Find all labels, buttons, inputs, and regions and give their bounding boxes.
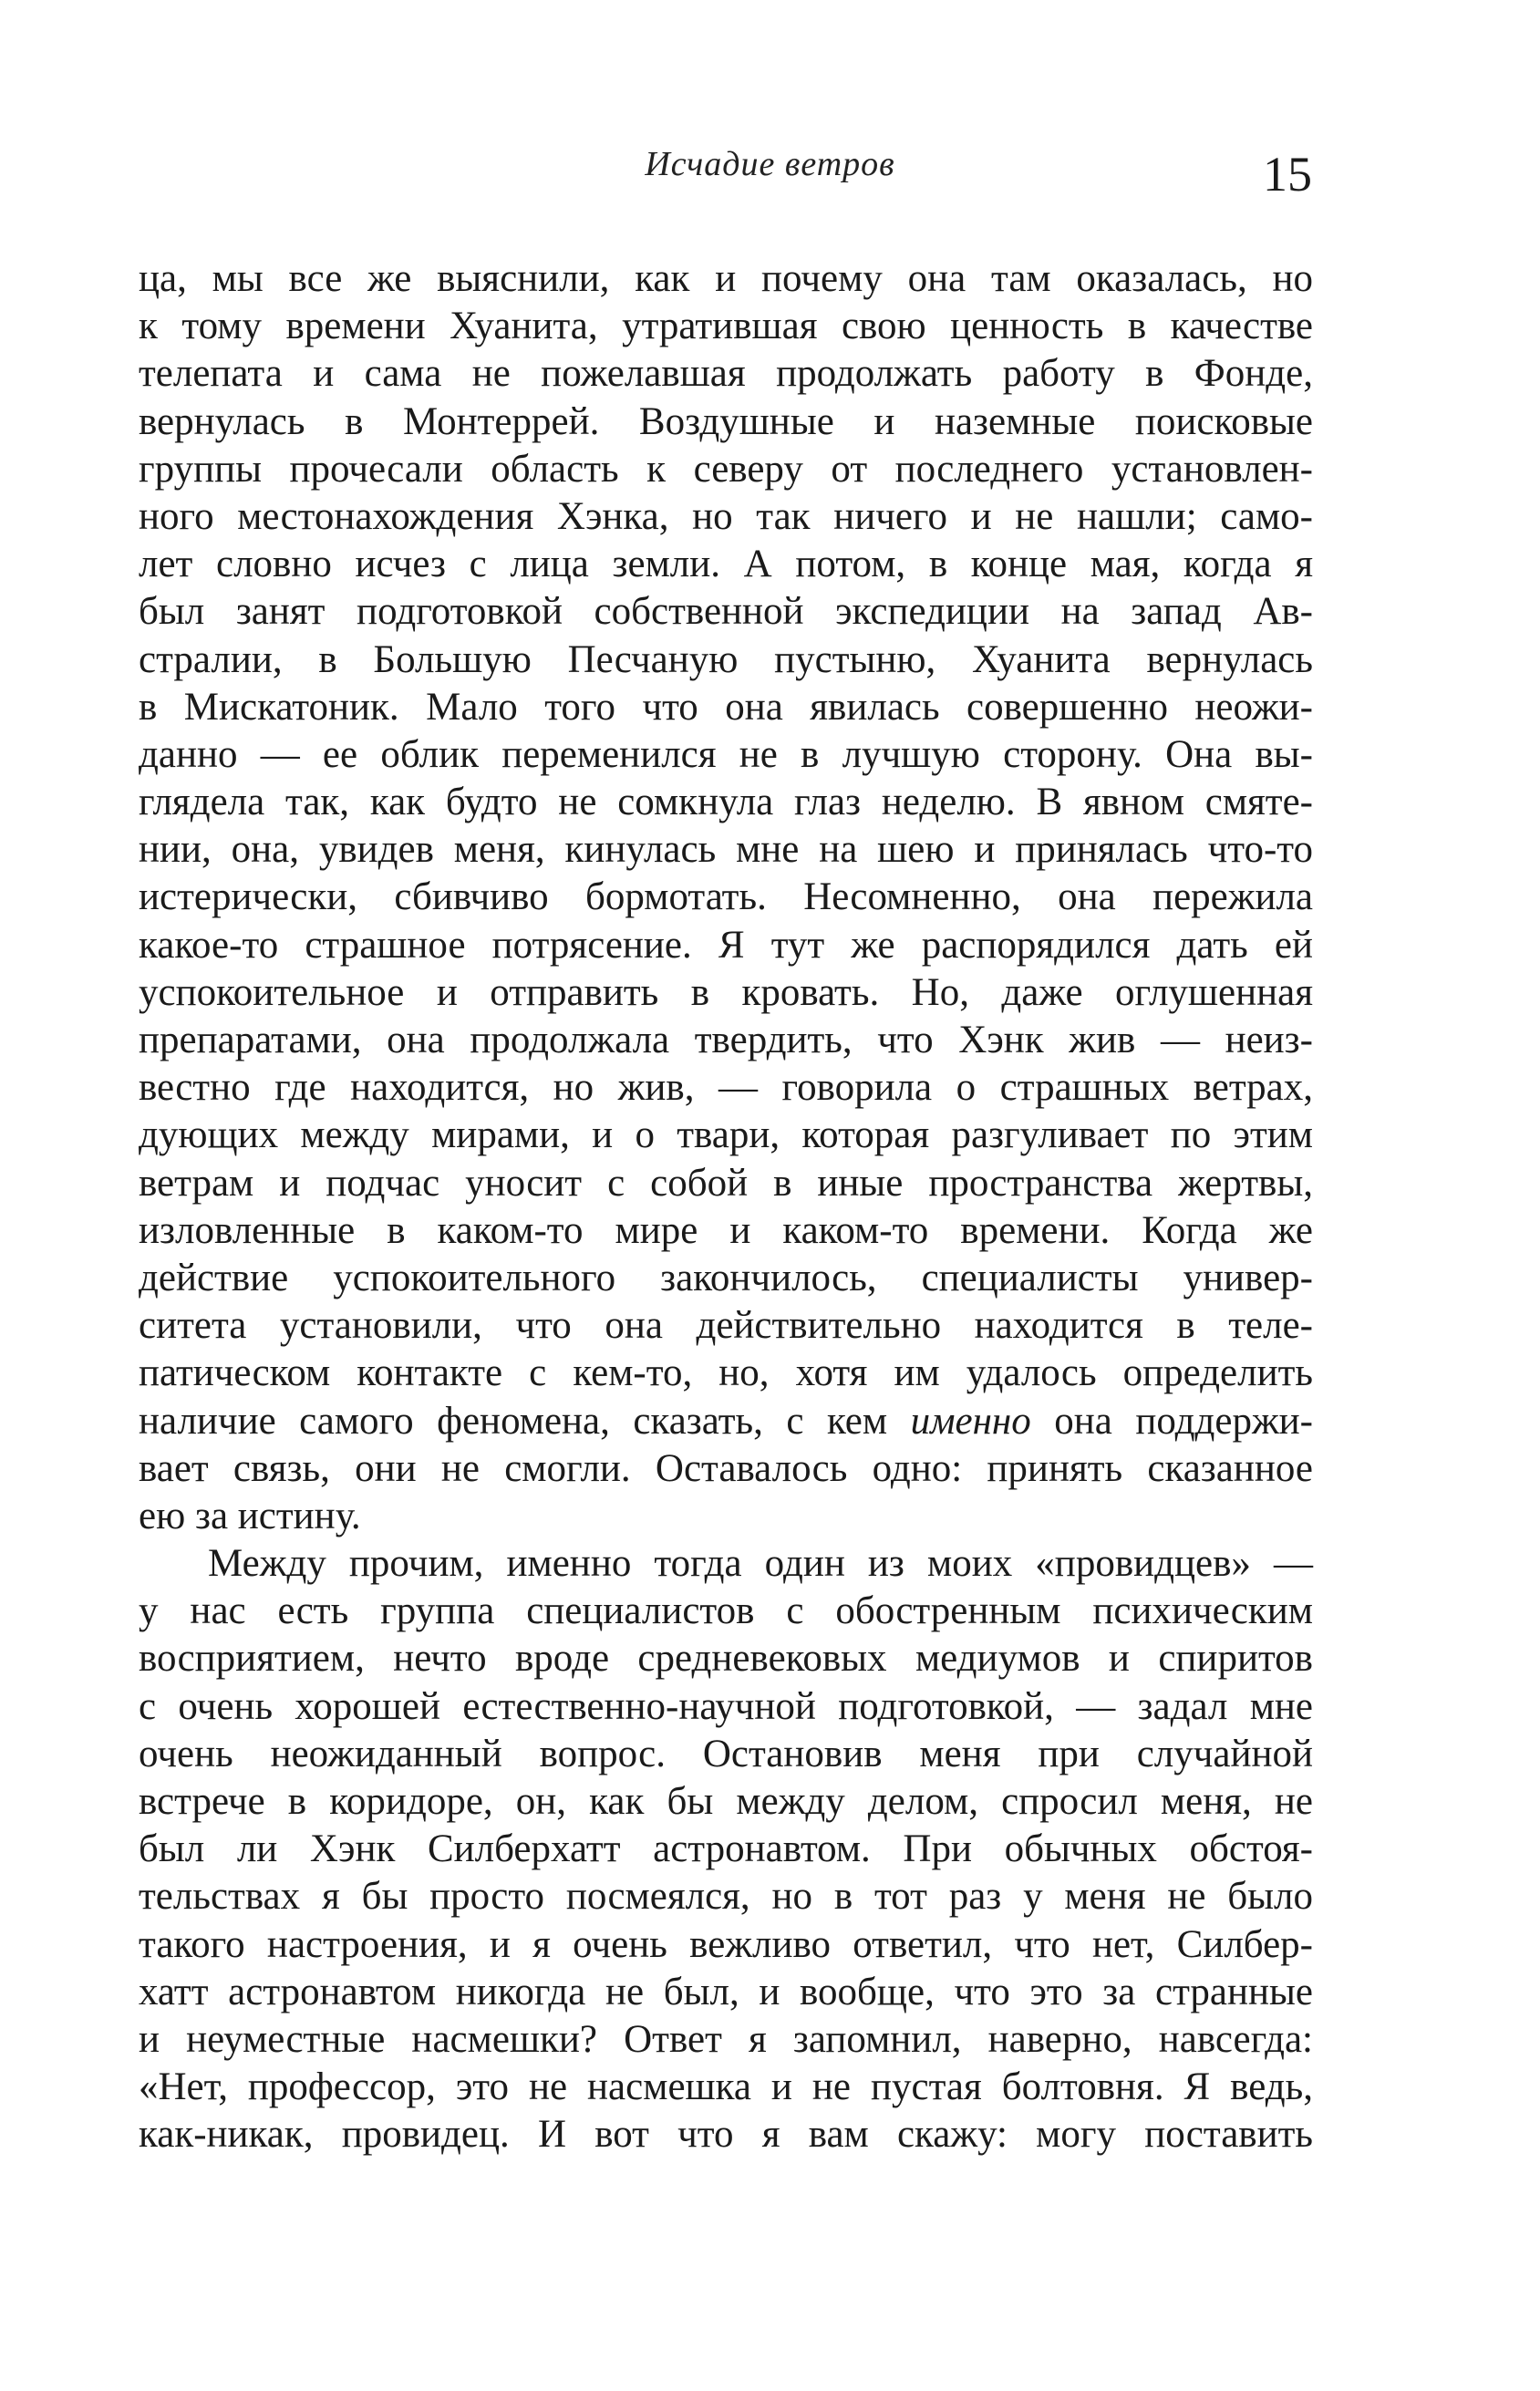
text-line xyxy=(139,1398,1313,1445)
text-line: действие успокоительного закончилось, специалисты универ- xyxy=(139,1256,1313,1299)
text-line: патическом контакте с кем-то, но, хотя им удалось определить xyxy=(139,1351,1313,1395)
text-line: дующих между мирами, и о твари, которая разгуливает по этим xyxy=(139,1113,1313,1157)
text-line: встрече в коридоре, он, как бы между делом, спросил меня, не xyxy=(139,1780,1313,1823)
text-line: лет словно исчез с лица земли. А потом, в конце мая, когда я xyxy=(139,543,1313,586)
text-line: ца, мы все же выяснили, как и почему она там оказалась, но xyxy=(139,257,1313,300)
text-line: группы прочесали область к северу от последнего установлен- xyxy=(139,447,1313,491)
running-head: Исчадие ветров xyxy=(645,145,895,183)
text-line: «Нет, профессор, это не насмешка и не пустая болтовня. Я ведь, xyxy=(139,2065,1313,2109)
text-line: вает связь, они не смогли. Оставалось одно: принять сказанное xyxy=(139,1446,1313,1490)
text-line: ного местонахождения Хэнка, но так ничего и не нашли; само- xyxy=(139,494,1313,538)
text-line: у нас есть группа специалистов с обостренным психическим xyxy=(139,1589,1313,1633)
text-line: такого настроения, и я очень вежливо ответил, что нет, Силбер- xyxy=(139,1922,1313,1966)
text-line: успокоительное и отправить в кровать. Но, даже оглушенная xyxy=(139,970,1313,1014)
text-line: изловленные в каком-то мире и каком-то времени. Когда же xyxy=(139,1208,1313,1252)
text-line: данно — ее облик переменился не в лучшую сторону. Она вы- xyxy=(139,732,1313,776)
emphasized-word: именно xyxy=(910,1399,1031,1443)
text-line: препаратами, она продолжала твердить, что Хэнк жив — неиз- xyxy=(139,1019,1313,1061)
text-line: Между прочим, именно тогда один из моих «провидцев» — xyxy=(208,1542,1313,1586)
text-line: какое-то страшное потрясение. Я тут же распорядился дать ей xyxy=(139,923,1313,967)
text-line: был занят подготовкой собственной экспедиции на запад Ав- xyxy=(139,590,1313,634)
text-line: хатт астронавтом никогда не был, и вообще, что это за странные xyxy=(139,1970,1313,2013)
text-fragment: она поддержи- xyxy=(1030,1399,1313,1443)
body-text xyxy=(139,255,1313,2159)
text-line: ветрам и подчас уносит с собой в иные пространства жертвы, xyxy=(139,1161,1313,1205)
text-line: ситета установили, что она действительно находится в теле- xyxy=(139,1304,1313,1348)
text-line: нии, она, увидев меня, кинулась мне на шею и принялась что-то xyxy=(139,828,1313,872)
text-line: вестно где находится, но жив, — говорила о страшных ветрах, xyxy=(139,1066,1313,1110)
text-line: стралии, в Большую Песчаную пустыню, Хуанита вернулась xyxy=(139,637,1313,681)
text-line: истерически, сбивчиво бормотать. Несомненно, она пережила xyxy=(139,875,1313,919)
text-line: как-никак, провидец. И вот что я вам скажу: могу поставить xyxy=(139,2113,1313,2157)
text-line: к тому времени Хуанита, утратившая свою ценность в качестве xyxy=(139,305,1313,348)
text-line: с очень хорошей естественно-научной подготовкой, — задал мне xyxy=(139,1684,1313,1728)
text-line: ею за истину. xyxy=(139,1494,361,1537)
text-line: и неуместные насмешки? Ответ я запомнил, наверно, навсегда: xyxy=(139,2017,1313,2061)
text-line: восприятием, нечто вроде средневековых медиумов и спиритов xyxy=(139,1637,1313,1681)
page-number: 15 xyxy=(1263,147,1312,202)
text-line: в Мискатоник. Мало того что она явилась совершенно неожи- xyxy=(139,685,1313,729)
text-fragment: наличие самого феномена, сказать, с кем xyxy=(139,1399,911,1443)
text-line: глядела так, как будто не сомкнула глаз неделю. В явном смяте- xyxy=(139,781,1313,824)
text-line: вернулась в Монтеррей. Воздушные и наземные поисковые xyxy=(139,399,1313,443)
text-line: тельствах я бы просто посмеялся, но в тот раз у меня не было xyxy=(139,1875,1313,1919)
text-line: телепата и сама не пожелавшая продолжать работу в Фонде, xyxy=(139,352,1313,396)
text-line: очень неожиданный вопрос. Остановив меня при случайной xyxy=(139,1732,1313,1775)
text-line: был ли Хэнк Силберхатт астронавтом. При обычных обстоя- xyxy=(139,1827,1313,1871)
